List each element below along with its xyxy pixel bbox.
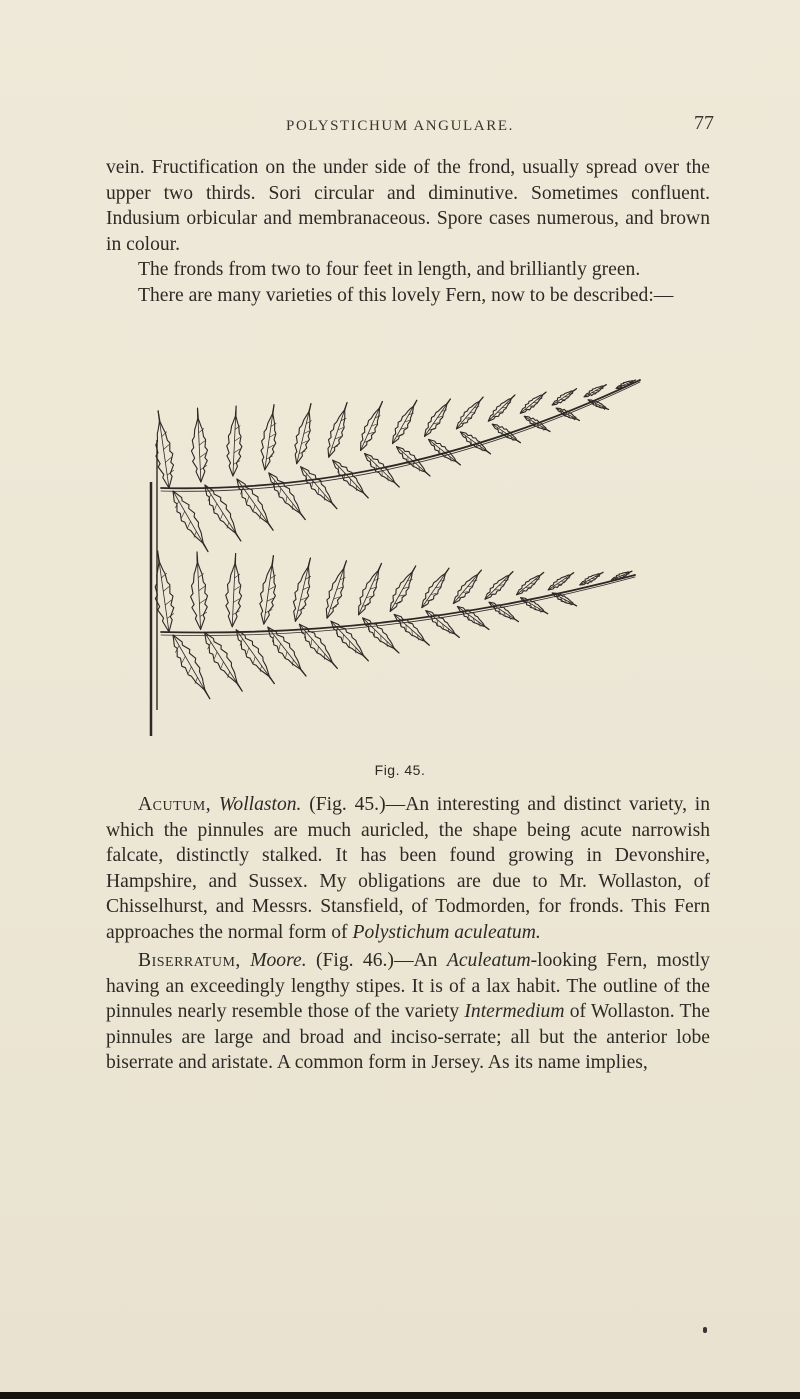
biserratum-description: -looking Fern, mostly having an exceedingly lengthy stipes. It is of a lax habit. The outline of the pinnules nearly resemble those of the variety [106, 950, 710, 1022]
page-number: 77 [694, 112, 714, 134]
running-head [0, 112, 800, 142]
variety-name-biserratum: Biserratum, [138, 950, 241, 971]
intro-text [106, 155, 710, 308]
acutum-entry [106, 792, 710, 945]
acutum-paragraph [106, 792, 710, 945]
species-aculeatum: Polystichum aculeatum. [352, 921, 541, 943]
paragraph-varieties: There are many varieties of this lovely Fern, now to be described:— [138, 284, 674, 306]
author-wollaston: Wollaston. [218, 794, 302, 815]
paragraph-vein: vein. Fructification on the under side of the frond, usually spread over the upper two thirds. Sori circular and diminutive. Sometimes confluent. Indusium orbicular and membranaceous. Spore cases numerous, and brown in colour. [106, 157, 710, 255]
ink-speck [703, 1327, 707, 1333]
fern-engraving [145, 370, 665, 740]
biserratum-intro: (Fig. 46.)—An [315, 950, 438, 971]
variety-intermedium: Intermedium [464, 1001, 565, 1022]
running-title: POLYSTICHUM ANGULARE. [286, 118, 514, 134]
lower-pinna [155, 551, 635, 699]
fern-frond-illustration [145, 370, 665, 740]
author-moore: Moore. [250, 950, 307, 971]
variety-name-acutum: Acutum, [138, 794, 212, 815]
figure-caption: Fig. 45. [374, 762, 426, 778]
upper-pinna [156, 380, 640, 552]
paragraph-fronds: The fronds from two to four feet in length, and brilliantly green. [138, 259, 641, 280]
biserratum-continuation: of Wollaston. The pinnules are large and broad and inciso-serrate; all but the anterior lobe biserrate and aristate. A common form in Jersey. As its name implies, [106, 1001, 710, 1073]
biserratum-paragraph [106, 948, 710, 1076]
biserratum-entry [106, 948, 710, 1076]
page-bottom-edge [0, 1392, 800, 1399]
aculeatum-word: Aculeatum [446, 950, 531, 971]
acutum-description: (Fig. 45.)—An interesting and distinct variety, in which the pinnules are much auricled, the shape being acute narrowish falcate, distinctly stalked. It has been found growing in Devonshire, Hampshire, and Sussex. My obligations are due to Mr. Wollaston, of Chisselhurst, and Messrs. Stansfield, of Todmorden, for fronds. This Fern approaches the normal form of [106, 794, 710, 943]
